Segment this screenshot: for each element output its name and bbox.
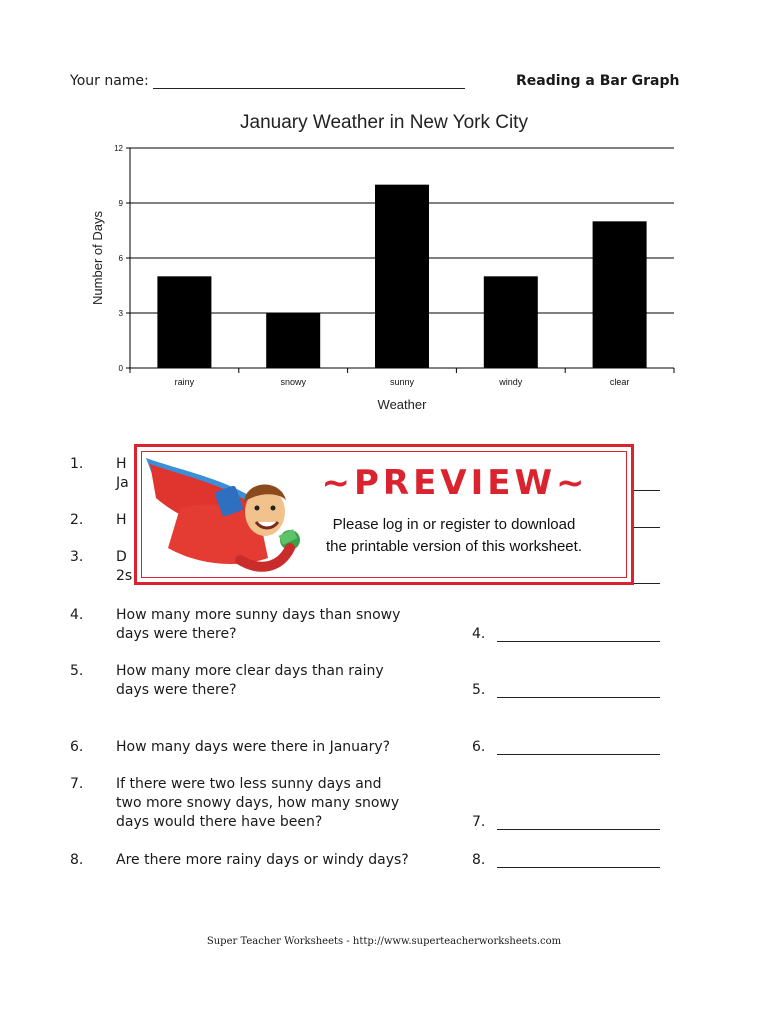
question-line: How many more sunny days than snowy xyxy=(116,607,401,623)
question-number: 1. xyxy=(70,456,84,472)
question-line: D xyxy=(116,549,127,565)
question-line: days would there have been? xyxy=(116,814,323,830)
answer-number: 5. xyxy=(472,682,486,698)
question-number: 2. xyxy=(70,512,84,528)
question-line: How many more clear days than rainy xyxy=(116,663,384,679)
question-text xyxy=(116,662,456,700)
x-tick-label: snowy xyxy=(280,377,306,387)
answer-number: 7. xyxy=(472,814,486,830)
answer-blank-line[interactable] xyxy=(497,754,660,755)
answer-blank-line[interactable] xyxy=(497,641,660,642)
x-tick-label: sunny xyxy=(389,377,415,387)
question-number: 8. xyxy=(70,852,84,868)
question-line: Ja xyxy=(116,475,129,491)
question-number: 5. xyxy=(70,663,84,679)
preview-word: PREVIEW xyxy=(353,463,557,503)
preview-message-line-1[interactable]: Please log in or register to download xyxy=(332,516,576,533)
x-tick-label: rainy xyxy=(174,377,195,387)
question-line: two more snowy days, how many snowy xyxy=(116,795,400,811)
question-number: 6. xyxy=(70,739,84,755)
preview-heading xyxy=(300,463,610,503)
bar-snowy xyxy=(266,313,320,368)
question-line: Are there more rainy days or windy days? xyxy=(116,852,409,868)
answer-number: 6. xyxy=(472,739,486,755)
question-line: H xyxy=(116,512,127,528)
tilde-left-icon: ~ xyxy=(321,463,354,503)
question-number: 4. xyxy=(70,607,84,623)
answer-blank-line[interactable] xyxy=(497,829,660,830)
bar-rainy xyxy=(157,276,211,368)
bar-sunny xyxy=(375,185,429,368)
bar-chart xyxy=(0,0,768,430)
question-text xyxy=(116,851,456,870)
question-text xyxy=(116,606,456,644)
answer-blank-line[interactable] xyxy=(497,867,660,868)
worksheet-title: Reading a Bar Graph xyxy=(516,73,680,89)
x-tick-label: windy xyxy=(499,377,523,387)
question-line: H xyxy=(116,456,127,472)
bar-windy xyxy=(484,276,538,368)
y-tick-label: 9 xyxy=(118,199,123,208)
y-tick-label: 12 xyxy=(114,144,123,153)
question-text xyxy=(116,738,456,757)
question-number: 3. xyxy=(70,549,84,565)
question-line: 2s xyxy=(116,568,133,584)
y-axis-label: Number of Days xyxy=(90,211,105,305)
chart-title: January Weather in New York City xyxy=(240,112,528,133)
x-tick-label: clear xyxy=(609,377,630,387)
tilde-right-icon: ~ xyxy=(556,463,589,503)
preview-message-line-2[interactable]: the printable version of this worksheet. xyxy=(326,538,582,555)
bar-clear xyxy=(593,221,647,368)
question-line: How many days were there in January? xyxy=(116,739,391,755)
question-line: If there were two less sunny days and xyxy=(116,776,382,792)
answer-blank-line[interactable] xyxy=(497,697,660,698)
y-tick-label: 6 xyxy=(118,254,123,263)
answer-number: 4. xyxy=(472,626,486,642)
y-tick-label: 0 xyxy=(118,364,123,373)
superhero-mascot-icon xyxy=(140,448,310,580)
question-text xyxy=(116,775,456,832)
question-number: 7. xyxy=(70,776,84,792)
x-axis-label: Weather xyxy=(377,397,427,412)
footer-text: Super Teacher Worksheets - http://www.superteacherworksheets.com xyxy=(206,936,562,947)
answer-number: 8. xyxy=(472,852,486,868)
question-line: days were there? xyxy=(116,626,237,642)
y-tick-label: 3 xyxy=(118,309,123,318)
question-line: days were there? xyxy=(116,682,237,698)
name-label: Your name: xyxy=(70,73,149,89)
